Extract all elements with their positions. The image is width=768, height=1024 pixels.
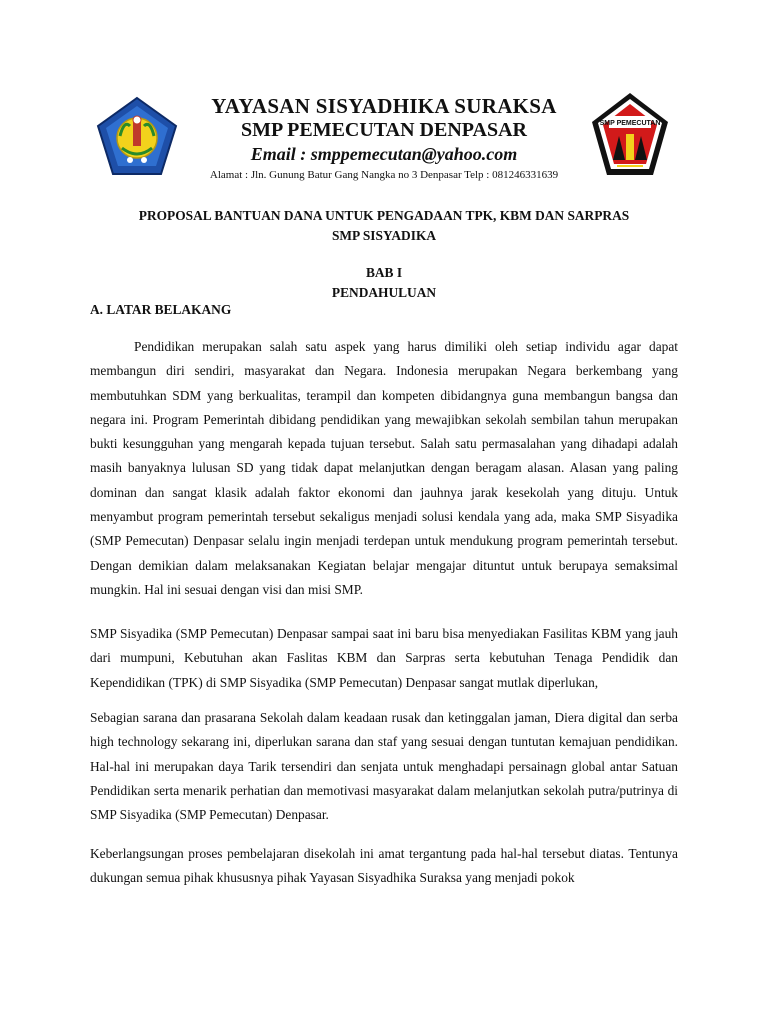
foundation-name: YAYASAN SISYADHIKA SURAKSA — [211, 94, 557, 118]
school-emblem-icon — [589, 90, 671, 178]
emblem-label: SMP PEMECUTAN — [599, 120, 661, 127]
chapter-title: PENDAHULUAN — [331, 285, 437, 300]
school-email: Email : smppemecutan@yahoo.com — [250, 144, 518, 164]
paragraph-1: Pendidikan merupakan salah satu aspek yang harus dimiliki oleh setiap individu agar dapat membangun diri sendiri, masyarakat dan Negara. Indonesia merupakan Negara berkembang yang membutuhkan SDM yang berkualitas, terampil dan kompeten dibidangnya guna membangun bangsa dan negara ini. Program Pemerintah dibidang pendidikan yang mewajibkan sekolah sembilan tahun merupakan bukti kesungguhan yang mengarah kepada tujuan tersebut. Salah satu permasalahan yang dihadapi adalah masih banyaknya lulusan SD yang tidak dapat melanjutkan dengan beragam alasan. Alasan yang paling dominan dan sangat klasik adalah faktor ekonomi dan jauhnya jarak kesekolah yang dituju. Untuk menyambut program pemerintah tersebut sekaligus menjadi solusi kendala yang ada, maka SMP Sisyadika (SMP Pemecutan) Denpasar selalu ingin menjadi terdepan untuk mendukung program pemerintah tersebut. Dengan demikian dalam melaksanakan Kegiatan belajar mengajar dituntut untuk berupaya semaksimal mungkin. Hal ini sesuai dengan visi dan misi SMP. — [90, 339, 678, 597]
school-name: SMP PEMECUTAN DENPASAR — [241, 119, 527, 141]
section-heading: A. LATAR BELAKANG — [90, 302, 232, 317]
paragraph-4: Keberlangsungan proses pembelajaran disekolah ini amat tergantung pada hal-hal tersebut diatas. Tentunya dukungan semua pihak khususnya pihak Yayasan Sisyadhika Suraksa yang menjadi pokok — [90, 846, 678, 886]
paragraph-2: SMP Sisyadika (SMP Pemecutan) Denpasar sampai saat ini baru bisa menyediakan Fasilitas KBM yang jauh dari mumpuni, Kebutuhan akan Faslitas KBM dan Sarpras serta kebutuhan Tenaga Pendidik dan Kependidikan (TPK) di SMP Sisyadika (SMP Pemecutan) Denpasar sangat mutlak diperlukan, — [90, 626, 678, 690]
chapter-number: BAB I — [365, 265, 403, 280]
letterhead — [0, 90, 768, 190]
proposal-title-line2: SMP SISYADIKA — [331, 228, 437, 243]
letterhead-text — [180, 94, 588, 182]
school-address: Alamat : Jln. Gunung Batur Gang Nangka no 3 Denpasar Telp : 081246331639 — [209, 169, 559, 181]
foundation-logo-icon — [96, 96, 178, 176]
paragraph-3: Sebagian sarana dan prasarana Sekolah dalam keadaan rusak dan ketinggalan jaman, Diera digital dan serba high technology sekarang ini, diperlukan sarana dan staf yang sesuai dengan tuntutan kemajuan pendidikan. Hal-hal ini merupakan daya Tarik tersendiri dan senjata untuk menghadapi persainagn global antar Satuan Pendidikan serta menarik perhatian dan memotivasi masyarakat dalam melanjutkan sekolah putra/putrinya di SMP Sisyadika (SMP Pemecutan) Denpasar. — [90, 710, 678, 823]
proposal-title-line1: PROPOSAL BANTUAN DANA UNTUK PENGADAAN TPK, KBM DAN SARPRAS — [138, 208, 630, 223]
